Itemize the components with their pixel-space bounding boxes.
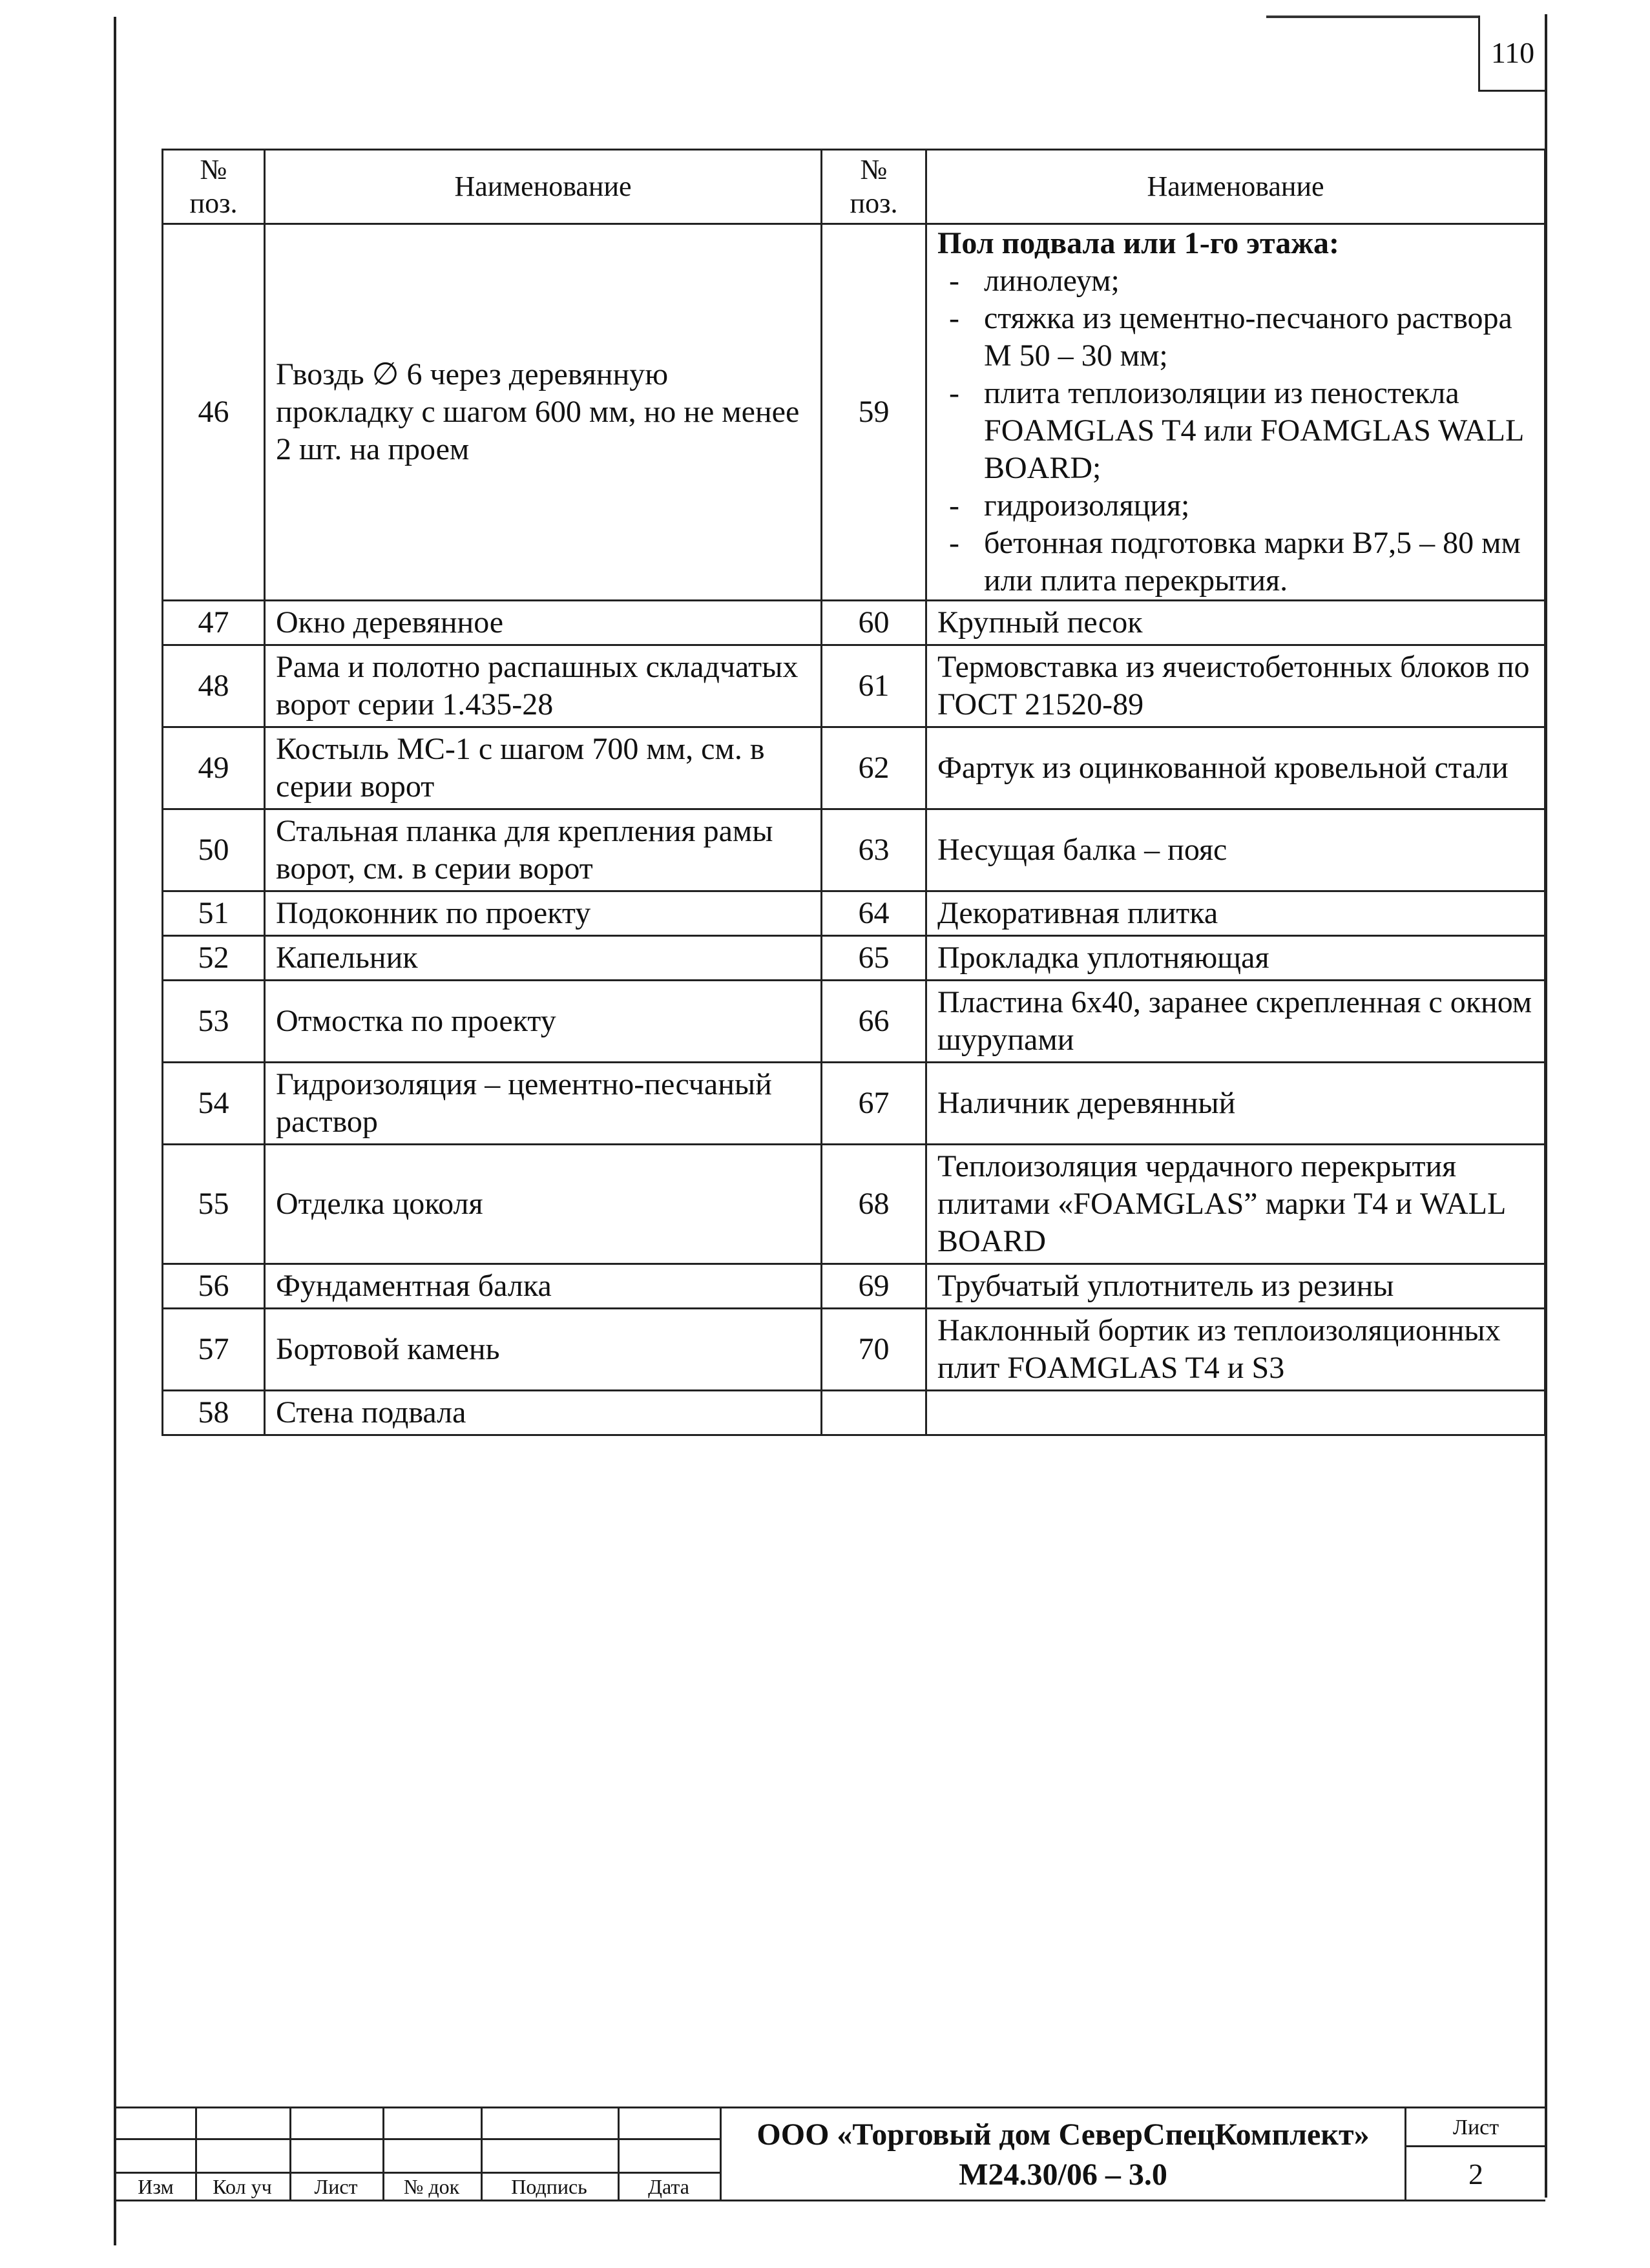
name-cell: Фундаментная балка [265, 1264, 822, 1309]
pos-cell: 62 [822, 727, 926, 809]
pos-cell: 55 [163, 1145, 265, 1264]
list-item: - гидроизоляция; [937, 487, 1534, 525]
header-name-left: Наименование [265, 150, 822, 224]
name-cell: Наклонный бортик из теплоизоляционных плит FOAMGLAS T4 и S3 [926, 1309, 1545, 1391]
name-cell: Гвоздь ∅ 6 через деревянную прокладку с шагом 600 мм, но не менее 2 шт. на проем [265, 224, 822, 601]
name-cell: Декоративная плитка [926, 891, 1545, 936]
pos-cell: 61 [822, 645, 926, 727]
organization-name: ООО «Торговый дом СеверСпецКомплект» [757, 2117, 1370, 2152]
pos-cell: 56 [163, 1264, 265, 1309]
pos-cell: 59 [822, 224, 926, 601]
document-code: М24.30/06 – 3.0 [959, 2158, 1167, 2192]
pos-cell: 70 [822, 1309, 926, 1391]
table-row [163, 1391, 1545, 1435]
name-cell: Отделка цоколя [265, 1145, 822, 1264]
pos-cell: 57 [163, 1309, 265, 1391]
name-cell: Теплоизоляция чердачного перекрытия плитами «FOAMGLAS” марки Т4 и WALL BOARD [926, 1145, 1545, 1264]
sheet-label: Лист [1406, 2108, 1545, 2147]
table-row [163, 1264, 1545, 1309]
title-block [116, 2107, 1545, 2201]
table-row [163, 936, 1545, 981]
list-item: - линолеум; [937, 262, 1534, 300]
header-name-right: Наименование [926, 150, 1545, 224]
header-pos-right: № поз. [822, 150, 926, 224]
page-number: 110 [1478, 16, 1545, 92]
table-row [163, 601, 1545, 645]
table-header-row [163, 150, 1545, 224]
table-row [163, 809, 1545, 891]
pos-cell: 54 [163, 1063, 265, 1145]
list-item: - плита теплоизоляции из пеностекла FOAMGLAS T4 или FOAMGLAS WALL BOARD; [937, 375, 1534, 487]
name-cell: Крупный песок [926, 601, 1545, 645]
table-row [163, 891, 1545, 936]
name-cell: Подоконник по проекту [265, 891, 822, 936]
name-cell: Наличник деревянный [926, 1063, 1545, 1145]
pos-cell: 60 [822, 601, 926, 645]
name-cell: Стена подвала [265, 1391, 822, 1435]
floor-title: Пол подвала или 1-го этажа: [937, 226, 1339, 260]
pos-cell: 50 [163, 809, 265, 891]
frame-top-line [1266, 16, 1479, 18]
pos-cell: 65 [822, 936, 926, 981]
col-date: Дата [648, 2175, 689, 2198]
table-row [163, 727, 1545, 809]
pos-cell: 53 [163, 981, 265, 1063]
list-item: - стяжка из цементно-песчаного раствора М 50 – 30 мм; [937, 300, 1534, 375]
name-cell: Рама и полотно распашных складчатых ворот серии 1.435-28 [265, 645, 822, 727]
col-kol-uch: Кол уч [213, 2175, 272, 2198]
name-cell: Отмостка по проекту [265, 981, 822, 1063]
specification-table [162, 149, 1546, 1436]
name-cell: Бортовой камень [265, 1309, 822, 1391]
col-izm: Изм [138, 2175, 174, 2198]
name-cell: Капельник [265, 936, 822, 981]
table-row [163, 1309, 1545, 1391]
name-cell: Термовставка из ячеистобетонных блоков по ГОСТ 21520-89 [926, 645, 1545, 727]
table-row [163, 981, 1545, 1063]
sheet-number: 2 [1468, 2158, 1483, 2190]
col-signature: Подпись [511, 2175, 587, 2198]
table-row [163, 645, 1545, 727]
pos-cell: 46 [163, 224, 265, 601]
name-cell: Костыль МС-1 с шагом 700 мм, см. в серии ворот [265, 727, 822, 809]
pos-cell: 63 [822, 809, 926, 891]
organization-block [720, 2108, 1405, 2201]
pos-cell: 58 [163, 1391, 265, 1435]
pos-cell: 52 [163, 936, 265, 981]
header-pos-left: № поз. [163, 150, 265, 224]
name-cell: Гидроизоляция – цементно-песчаный раствор [265, 1063, 822, 1145]
name-cell: Прокладка уплотняющая [926, 936, 1545, 981]
floor-layers-list [937, 262, 1534, 599]
pos-cell: 64 [822, 891, 926, 936]
pos-cell: 66 [822, 981, 926, 1063]
table-row [163, 1145, 1545, 1264]
list-item: - бетонная подготовка марки В7,5 – 80 мм или плита перекрытия. [937, 525, 1534, 599]
pos-cell: 67 [822, 1063, 926, 1145]
pos-cell: 68 [822, 1145, 926, 1264]
name-cell: Пластина 6х40, заранее скрепленная с окном шурупами [926, 981, 1545, 1063]
col-list: Лист [314, 2175, 358, 2198]
col-doc-number: № док [403, 2175, 460, 2198]
name-cell: Несущая балка – пояс [926, 809, 1545, 891]
name-cell [926, 1391, 1545, 1435]
name-cell: Окно деревянное [265, 601, 822, 645]
pos-cell: 69 [822, 1264, 926, 1309]
pos-cell: 51 [163, 891, 265, 936]
floor-composition-cell [926, 224, 1545, 601]
name-cell: Трубчатый уплотнитель из резины [926, 1264, 1545, 1309]
name-cell: Стальная планка для крепления рамы ворот, см. в серии ворот [265, 809, 822, 891]
sheet-block [1405, 2108, 1545, 2201]
pos-cell: 48 [163, 645, 265, 727]
name-cell: Фартук из оцинкованной кровельной стали [926, 727, 1545, 809]
pos-cell: 47 [163, 601, 265, 645]
table-row [163, 224, 1545, 601]
revision-grid [116, 2108, 720, 2201]
table-row [163, 1063, 1545, 1145]
pos-cell [822, 1391, 926, 1435]
frame-left-border [114, 17, 116, 2245]
pos-cell: 49 [163, 727, 265, 809]
